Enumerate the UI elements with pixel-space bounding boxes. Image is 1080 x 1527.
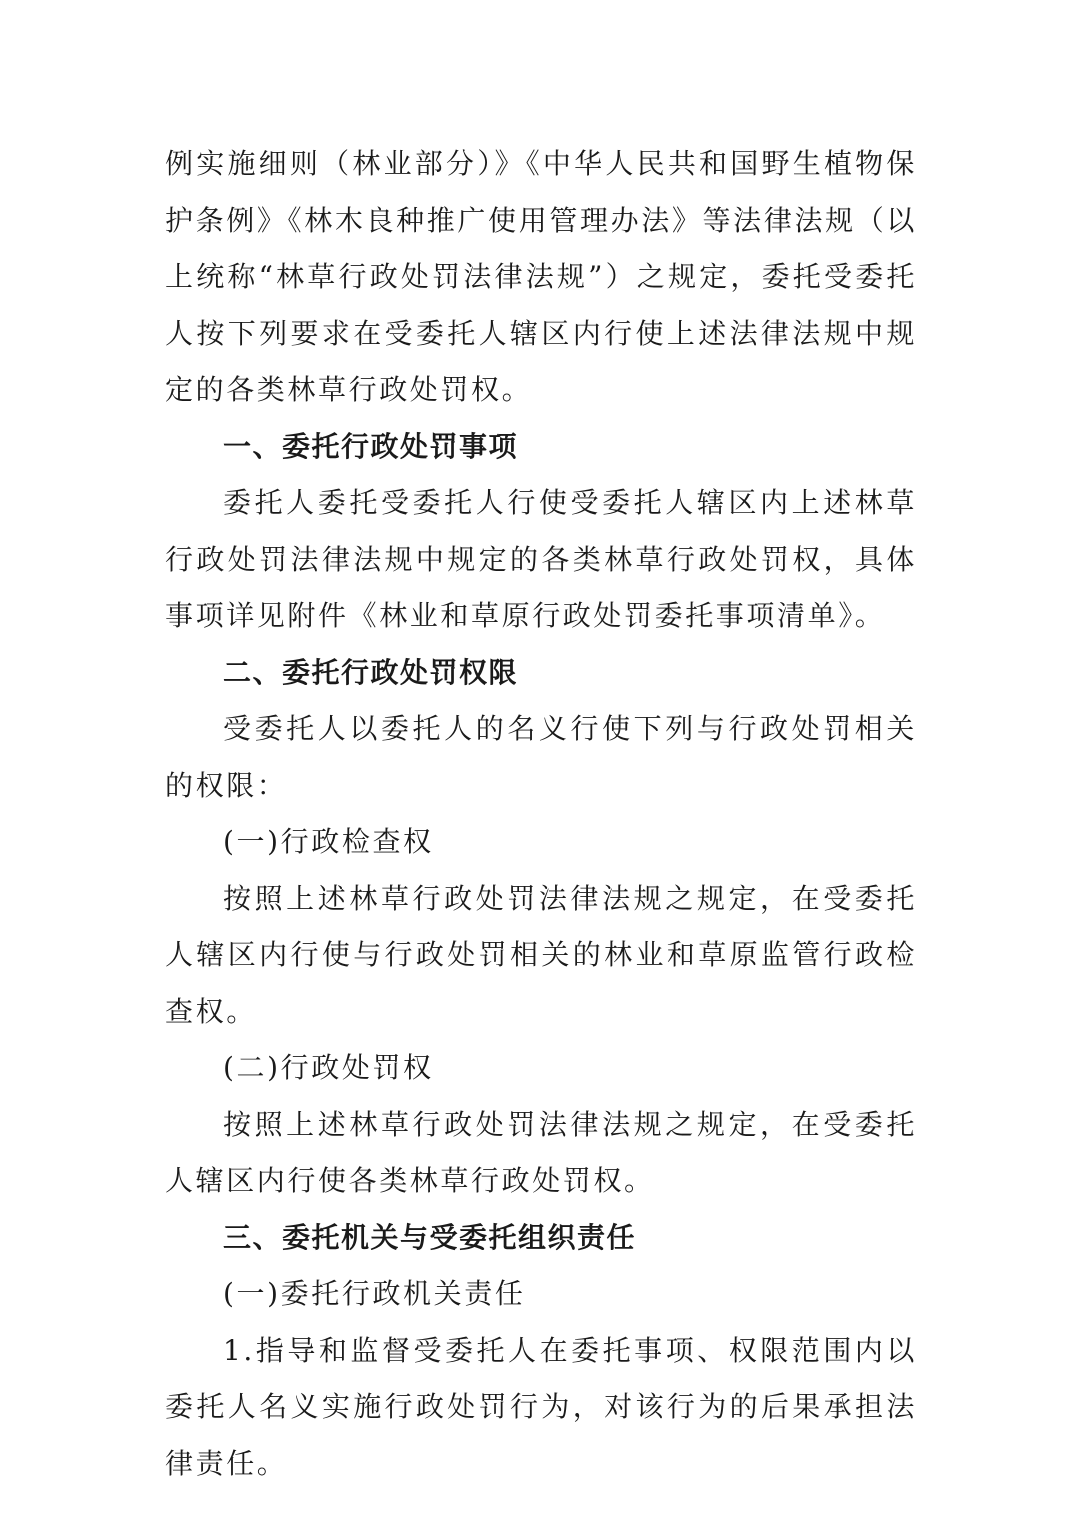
subsection-heading-3-1: (一)委托行政机关责任: [223, 1277, 526, 1310]
document-body: [165, 136, 917, 1492]
subsection-heading-2-1: (一)行政检查权: [223, 825, 434, 858]
subsection-2-2-paragraph: 按照上述林草行政处罚法律法规之规定，在受委托人辖区内行使各类林草行政处罚权。: [165, 1107, 917, 1197]
section-2-paragraph: 受委托人以委托人的名义行使下列与行政处罚相关的权限：: [165, 712, 917, 802]
section-heading-3: 三、委托机关与受委托组织责任: [223, 1220, 637, 1254]
numbered-item-1: 1.指导和监督受委托人在委托事项、权限范围内以委托人名义实施行政处罚行为，对该行为的后果承担法律责任。: [165, 1333, 917, 1480]
section-1-paragraph: 委托人委托受委托人行使受委托人辖区内上述林草行政处罚法律法规中规定的各类林草行政处罚权，具体事项详见附件《林业和草原行政处罚委托事项清单》。: [165, 486, 917, 632]
subsection-2-1-paragraph: 按照上述林草行政处罚法律法规之规定，在受委托人辖区内行使与行政处罚相关的林业和草原监管行政检查权。: [165, 881, 917, 1028]
section-heading-2: 二、委托行政处罚权限: [223, 655, 519, 689]
subsection-heading-2-2: (二)行政处罚权: [223, 1051, 434, 1084]
intro-paragraph: 例实施细则（林业部分）》《中华人民共和国野生植物保护条例》《林木良种推广使用管理办法》等法律法规（以上统称“林草行政处罚法律法规”）之规定，委托受委托人按下列要求在受委托人辖区内行使上述法律法规中规定的各类林草行政处罚权。: [165, 147, 917, 406]
section-heading-1: 一、委托行政处罚事项: [223, 429, 519, 463]
